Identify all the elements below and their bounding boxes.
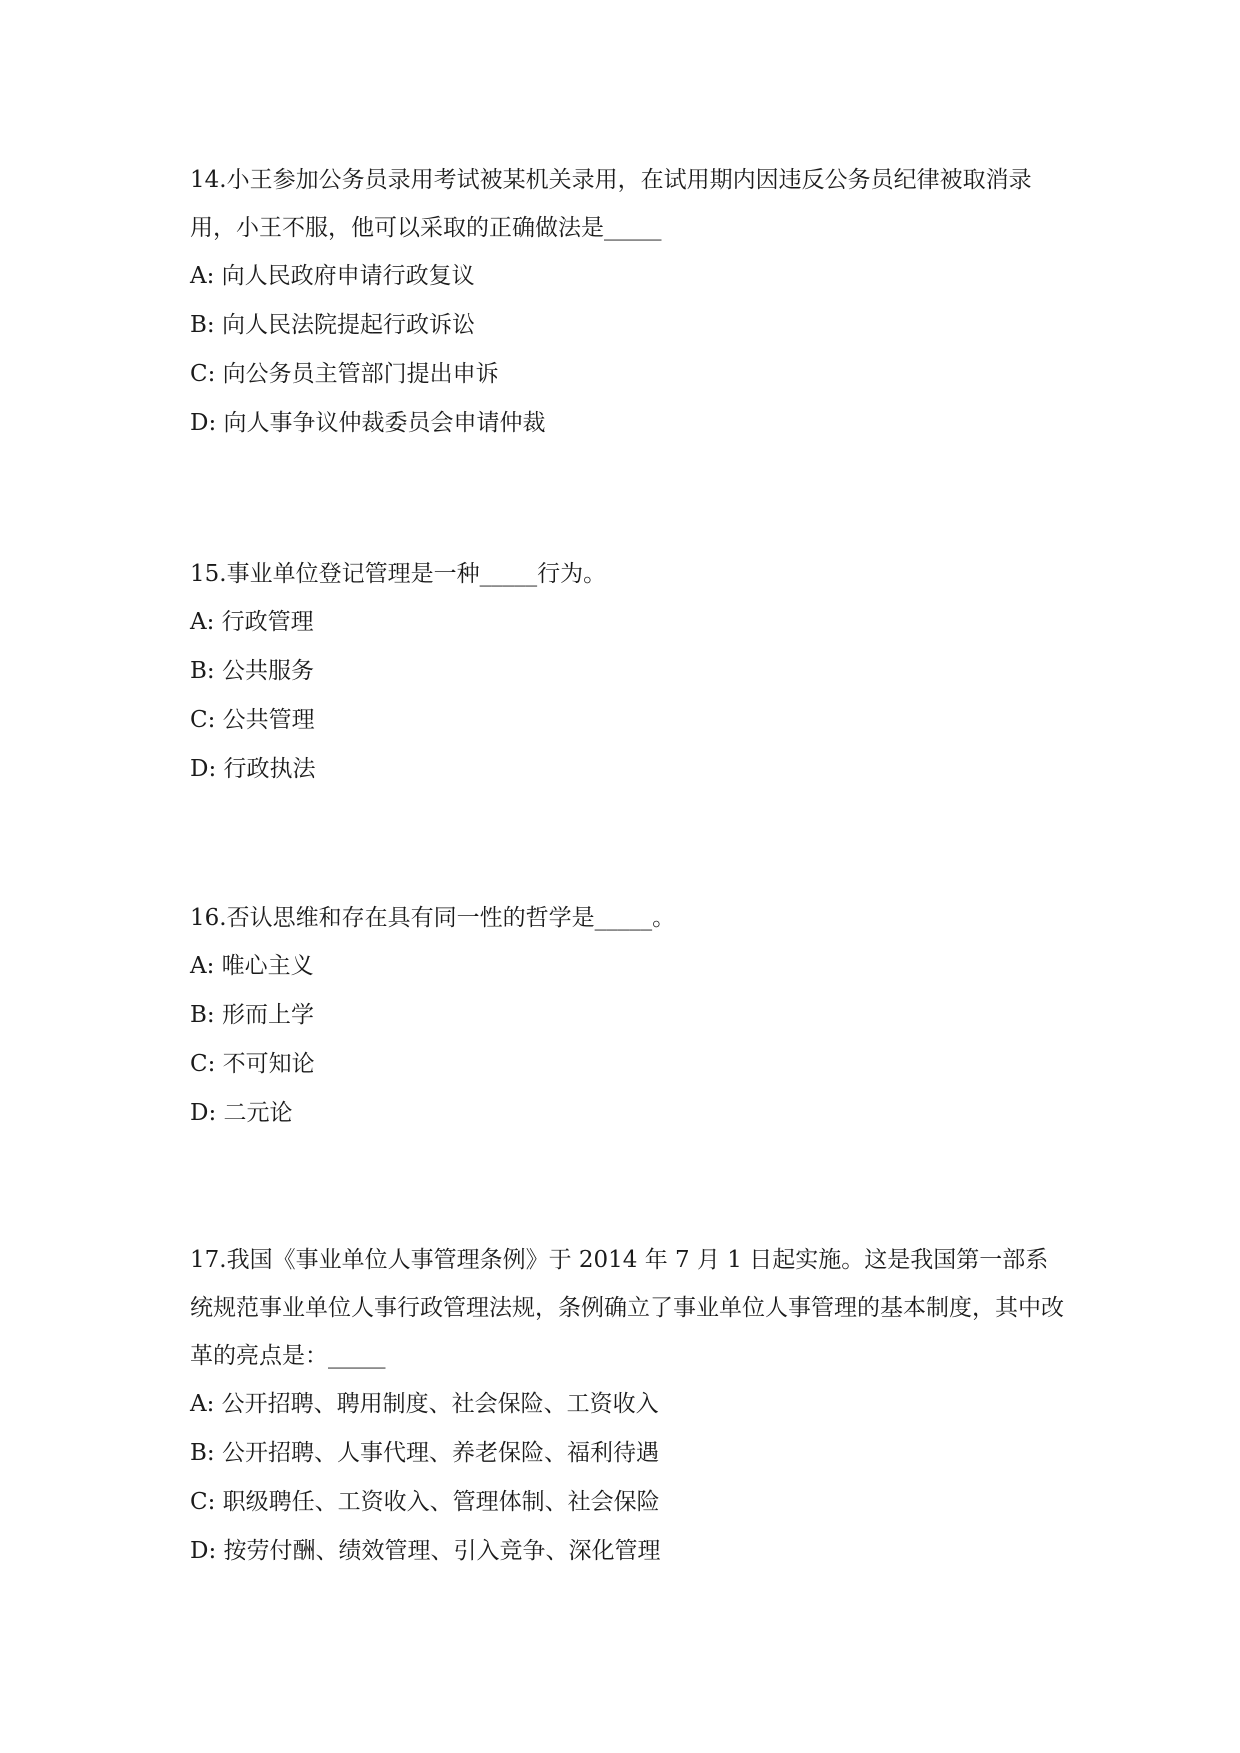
- option-text: 向人事争议仲裁委员会申请仲裁: [223, 410, 546, 436]
- option-text: 行政执法: [223, 756, 316, 782]
- question-stem: 16.否认思维和存在具有同一性的哲学是_____。: [190, 905, 676, 931]
- option-d: [190, 1527, 1070, 1576]
- option-text: 职级聘任、工资收入、管理体制、社会保险: [222, 1489, 660, 1515]
- option-b: [190, 301, 1070, 350]
- option-c: [190, 696, 1070, 745]
- option-d: [190, 399, 1070, 448]
- option-text: 公开招聘、人事代理、养老保险、福利待遇: [221, 1440, 659, 1466]
- question-14: [190, 156, 1070, 448]
- option-text: 二元论: [223, 1100, 293, 1126]
- option-letter: C:: [190, 707, 216, 733]
- option-text: 不可知论: [222, 1051, 315, 1077]
- option-d: [190, 1089, 1070, 1138]
- option-letter: D:: [190, 1538, 217, 1564]
- option-a: [190, 252, 1070, 301]
- question-15: [190, 550, 1070, 794]
- option-letter: B:: [190, 312, 215, 338]
- option-list: [190, 252, 1070, 448]
- option-c: [190, 350, 1070, 399]
- question-16: [190, 894, 1070, 1138]
- option-text: 公共管理: [222, 707, 315, 733]
- option-c: [190, 1040, 1070, 1089]
- option-a: [190, 942, 1070, 991]
- option-letter: D:: [190, 756, 217, 782]
- option-text: 行政管理: [221, 609, 314, 635]
- option-c: [190, 1478, 1070, 1527]
- question-17: [190, 1236, 1070, 1576]
- option-text: 向人民法院提起行政诉讼: [221, 312, 475, 338]
- question-stem: 17.我国《事业单位人事管理条例》于 2014 年 7 月 1 日起实施。这是我国第一部系统规范事业单位人事行政管理法规，条例确立了事业单位人事管理的基本制度，其中改革的亮点是：_____: [190, 1247, 1064, 1369]
- option-b: [190, 647, 1070, 696]
- question-stem: 14.小王参加公务员录用考试被某机关录用，在试用期内因违反公务员纪律被取消录用，小王不服，他可以采取的正确做法是_____: [190, 167, 1032, 241]
- option-list: [190, 1380, 1070, 1576]
- option-b: [190, 1429, 1070, 1478]
- option-text: 唯心主义: [221, 953, 314, 979]
- option-a: [190, 1380, 1070, 1429]
- option-letter: B:: [190, 1440, 215, 1466]
- option-letter: A:: [190, 953, 215, 979]
- option-a: [190, 598, 1070, 647]
- question-stem: 15.事业单位登记管理是一种_____行为。: [190, 561, 607, 587]
- option-letter: A:: [190, 609, 215, 635]
- option-list: [190, 942, 1070, 1138]
- option-list: [190, 598, 1070, 794]
- option-text: 按劳付酬、绩效管理、引入竞争、深化管理: [223, 1538, 661, 1564]
- option-letter: A:: [190, 263, 215, 289]
- option-letter: C:: [190, 361, 216, 387]
- option-text: 向人民政府申请行政复议: [221, 263, 475, 289]
- option-b: [190, 991, 1070, 1040]
- option-text: 向公务员主管部门提出申诉: [222, 361, 499, 387]
- option-text: 形而上学: [221, 1002, 314, 1028]
- option-letter: A:: [190, 1391, 215, 1417]
- option-letter: C:: [190, 1489, 216, 1515]
- option-text: 公开招聘、聘用制度、社会保险、工资收入: [221, 1391, 659, 1417]
- option-letter: D:: [190, 410, 217, 436]
- option-letter: C:: [190, 1051, 216, 1077]
- option-letter: B:: [190, 1002, 215, 1028]
- option-letter: B:: [190, 658, 215, 684]
- option-text: 公共服务: [221, 658, 314, 684]
- option-d: [190, 745, 1070, 794]
- option-letter: D:: [190, 1100, 217, 1126]
